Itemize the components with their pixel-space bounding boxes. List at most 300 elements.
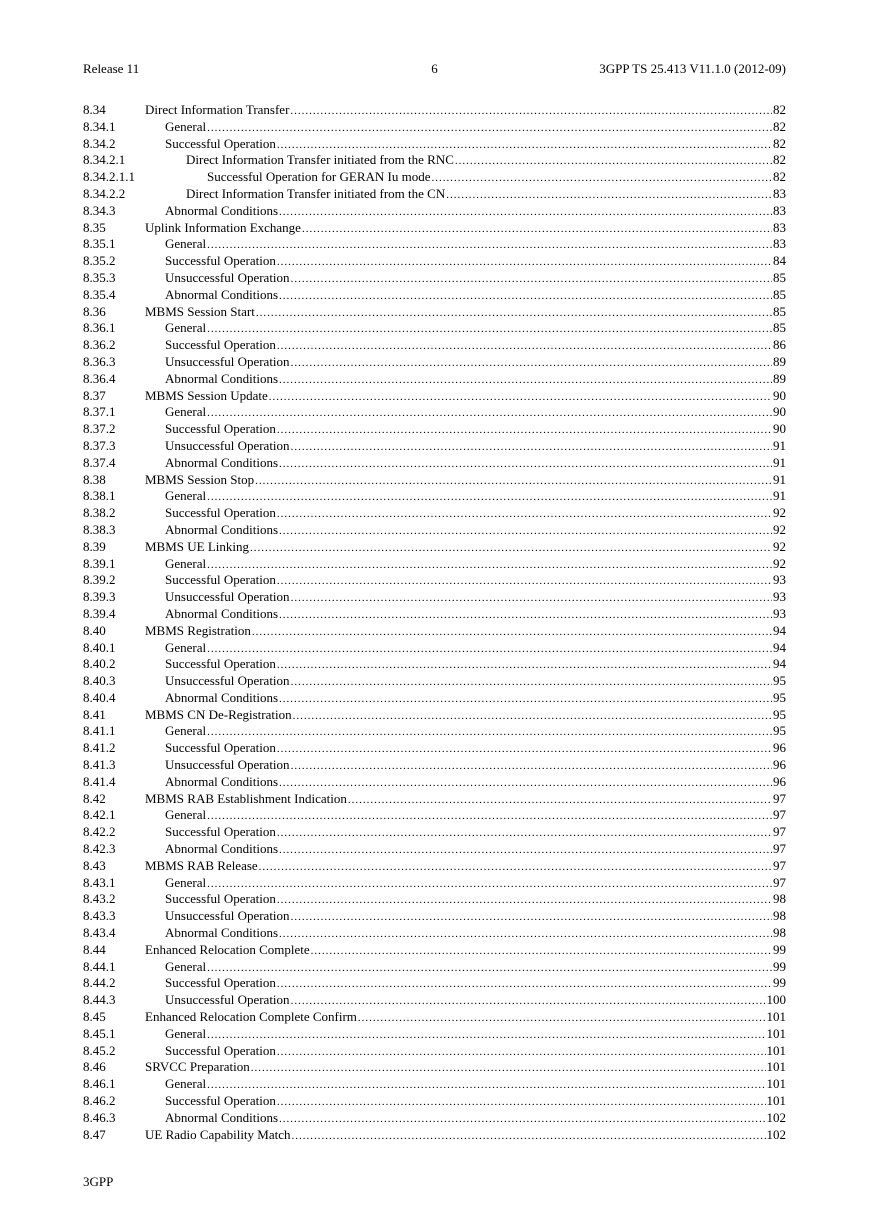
toc-entry[interactable] (83, 975, 786, 992)
dot-leader (279, 1111, 765, 1128)
toc-entry[interactable] (83, 656, 786, 673)
toc-entry-page: 101 (766, 1042, 786, 1058)
dot-leader (455, 153, 772, 170)
toc-entry-number: 8.41.3 (83, 757, 116, 773)
dot-leader (207, 321, 772, 338)
toc-entry-page: 89 (773, 353, 786, 369)
dot-leader (277, 422, 772, 439)
toc-entry-page: 86 (773, 337, 786, 353)
toc-entry[interactable] (83, 102, 786, 119)
toc-entry-page: 82 (773, 169, 786, 185)
toc-entry[interactable] (83, 320, 786, 337)
toc-entry-number: 8.36.2 (83, 337, 116, 353)
toc-entry[interactable] (83, 572, 786, 589)
toc-entry[interactable] (83, 992, 786, 1009)
toc-entry[interactable] (83, 925, 786, 942)
toc-entry-number: 8.44.1 (83, 958, 116, 974)
toc-entry-page: 85 (773, 269, 786, 285)
toc-entry-body (165, 253, 786, 271)
toc-entry-title: Successful Operation (165, 253, 276, 269)
toc-entry-page: 92 (773, 521, 786, 537)
dot-leader (279, 691, 772, 708)
toc-entry-number: 8.42.1 (83, 807, 116, 823)
dot-leader (291, 590, 772, 607)
toc-entry-body (165, 287, 786, 305)
toc-entry-page: 98 (773, 908, 786, 924)
toc-entry-title: Direct Information Transfer initiated from the CN (186, 185, 446, 201)
toc-entry[interactable] (83, 304, 786, 321)
toc-entry-title: MBMS CN De-Registration (145, 706, 292, 722)
toc-entry[interactable] (83, 1059, 786, 1076)
toc-entry-page: 92 (773, 538, 786, 554)
toc-entry-number: 8.37.3 (83, 437, 116, 453)
toc-entry-page: 94 (773, 639, 786, 655)
toc-entry-number: 8.40.2 (83, 656, 116, 672)
table-of-contents (83, 102, 786, 1143)
toc-entry-title: UE Radio Capability Match (145, 1126, 291, 1142)
dot-leader (207, 641, 772, 658)
footer-org: 3GPP (83, 1174, 114, 1189)
toc-entry-page: 100 (766, 992, 786, 1008)
toc-entry-body (165, 606, 786, 624)
toc-entry-number: 8.39 (83, 538, 106, 554)
toc-entry[interactable] (83, 371, 786, 388)
toc-entry-page: 102 (766, 1126, 786, 1142)
toc-entry-title: General (165, 807, 207, 823)
toc-entry-title: General (165, 874, 207, 890)
toc-entry-number: 8.35.2 (83, 253, 116, 269)
toc-entry[interactable] (83, 1110, 786, 1127)
toc-entry[interactable] (83, 858, 786, 875)
toc-entry[interactable] (83, 757, 786, 774)
toc-entry-number: 8.38.3 (83, 521, 116, 537)
toc-entry-page: 99 (773, 958, 786, 974)
toc-entry[interactable] (83, 505, 786, 522)
dot-leader (207, 960, 772, 977)
toc-entry-number: 8.37.1 (83, 404, 116, 420)
toc-entry-number: 8.42.3 (83, 841, 116, 857)
toc-entry[interactable] (83, 337, 786, 354)
dot-leader (277, 1094, 766, 1111)
toc-entry-body (145, 1059, 786, 1077)
toc-entry-number: 8.46.3 (83, 1109, 116, 1125)
toc-entry-body (165, 723, 786, 741)
toc-entry-title: Enhanced Relocation Complete Confirm (145, 1009, 357, 1025)
toc-entry-number: 8.37.4 (83, 454, 116, 470)
toc-entry[interactable] (83, 606, 786, 623)
toc-entry-title: Abnormal Conditions (165, 202, 279, 218)
toc-entry-page: 95 (773, 673, 786, 689)
toc-entry-number: 8.47 (83, 1126, 106, 1142)
toc-entry-page: 101 (766, 1093, 786, 1109)
toc-entry-title: MBMS Session Stop (145, 471, 255, 487)
toc-entry-body (165, 690, 786, 708)
toc-entry-body (165, 337, 786, 355)
toc-entry-title: Abnormal Conditions (165, 841, 279, 857)
toc-entry-title: Successful Operation (165, 1093, 276, 1109)
toc-entry-body (165, 421, 786, 439)
toc-entry-number: 8.36.1 (83, 320, 116, 336)
toc-entry-body (165, 455, 786, 473)
toc-entry-number: 8.40.4 (83, 689, 116, 705)
toc-entry-body (165, 824, 786, 842)
toc-entry[interactable] (83, 942, 786, 959)
toc-entry-body (145, 1009, 786, 1027)
toc-entry[interactable] (83, 673, 786, 690)
toc-entry-title: Successful Operation (165, 505, 276, 521)
dot-leader (252, 624, 772, 641)
toc-entry-body (186, 186, 786, 204)
toc-entry[interactable] (83, 203, 786, 220)
toc-entry-body (145, 102, 786, 120)
toc-entry-body (145, 623, 786, 641)
toc-entry-body (165, 320, 786, 338)
toc-entry-body (165, 270, 786, 288)
toc-entry-number: 8.36.3 (83, 353, 116, 369)
toc-entry-body (145, 1127, 786, 1145)
dot-leader (277, 976, 772, 993)
toc-entry-page: 82 (773, 102, 786, 117)
toc-entry-body (165, 807, 786, 825)
toc-entry[interactable] (83, 1127, 786, 1144)
toc-entry-page: 93 (773, 589, 786, 605)
toc-entry-body (186, 152, 786, 170)
toc-entry-number: 8.40.3 (83, 673, 116, 689)
dot-leader (207, 808, 772, 825)
toc-entry-body (165, 354, 786, 372)
toc-entry-page: 95 (773, 706, 786, 722)
toc-entry-title: General (165, 639, 207, 655)
toc-entry[interactable] (83, 623, 786, 640)
dot-leader (358, 1010, 766, 1027)
toc-entry[interactable] (83, 287, 786, 304)
toc-entry[interactable] (83, 488, 786, 505)
toc-entry[interactable] (83, 824, 786, 841)
toc-entry-title: Successful Operation (165, 975, 276, 991)
dot-leader (277, 573, 772, 590)
toc-entry-title: MBMS Registration (145, 622, 251, 638)
toc-entry-number: 8.34.2.1 (83, 152, 126, 168)
dot-leader (269, 389, 772, 406)
toc-entry-page: 101 (766, 1076, 786, 1092)
dot-leader (251, 1060, 766, 1077)
toc-entry-number: 8.43.4 (83, 925, 116, 941)
toc-entry-title: MBMS UE Linking (145, 538, 250, 554)
toc-entry-page: 102 (766, 1109, 786, 1125)
toc-entry-number: 8.46.1 (83, 1076, 116, 1092)
toc-entry[interactable] (83, 354, 786, 371)
toc-entry-number: 8.43.2 (83, 891, 116, 907)
toc-entry-page: 82 (773, 135, 786, 151)
dot-leader (291, 993, 766, 1010)
toc-entry-page: 82 (773, 118, 786, 134)
toc-entry[interactable] (83, 169, 786, 186)
toc-entry-number: 8.44.3 (83, 992, 116, 1008)
toc-entry-page: 93 (773, 605, 786, 621)
toc-entry-page: 97 (773, 874, 786, 890)
toc-entry-page: 83 (773, 236, 786, 252)
toc-entry-page: 98 (773, 891, 786, 907)
toc-entry-page: 83 (773, 185, 786, 201)
toc-entry-title: Unsuccessful Operation (165, 673, 290, 689)
toc-entry-page: 99 (773, 975, 786, 991)
toc-entry-title: General (165, 320, 207, 336)
toc-entry[interactable] (83, 270, 786, 287)
dot-leader (431, 170, 772, 187)
dot-leader (348, 792, 772, 809)
toc-entry[interactable] (83, 1026, 786, 1043)
toc-entry-body (165, 975, 786, 993)
dot-leader (293, 708, 772, 725)
toc-entry-title: Successful Operation (165, 824, 276, 840)
toc-entry[interactable] (83, 589, 786, 606)
toc-entry-body (165, 203, 786, 221)
toc-entry-number: 8.38 (83, 471, 106, 487)
toc-entry[interactable] (83, 1009, 786, 1026)
toc-entry-page: 96 (773, 757, 786, 773)
dot-leader (279, 775, 772, 792)
toc-entry[interactable] (83, 438, 786, 455)
dot-leader (292, 1128, 766, 1145)
dot-leader (302, 221, 772, 238)
toc-entry-body (145, 707, 786, 725)
toc-entry-page: 85 (773, 320, 786, 336)
toc-entry-title: Successful Operation for GERAN Iu mode (207, 169, 431, 185)
toc-entry-title: General (165, 958, 207, 974)
toc-entry-title: Abnormal Conditions (165, 689, 279, 705)
toc-entry-title: Successful Operation (165, 337, 276, 353)
dot-leader (207, 876, 772, 893)
toc-entry-page: 94 (773, 622, 786, 638)
toc-entry-title: Unsuccessful Operation (165, 908, 290, 924)
toc-entry[interactable] (83, 1076, 786, 1093)
dot-leader (207, 237, 772, 254)
toc-entry-title: General (165, 236, 207, 252)
toc-entry-number: 8.39.3 (83, 589, 116, 605)
toc-entry[interactable] (83, 186, 786, 203)
toc-entry[interactable] (83, 152, 786, 169)
toc-entry-body (207, 169, 786, 187)
toc-entry-body (145, 472, 786, 490)
toc-entry-body (165, 236, 786, 254)
toc-entry-page: 91 (773, 471, 786, 487)
toc-entry-title: Abnormal Conditions (165, 1109, 279, 1125)
toc-entry-title: General (165, 488, 207, 504)
toc-entry-body (165, 757, 786, 775)
toc-entry[interactable] (83, 841, 786, 858)
toc-entry-number: 8.34.3 (83, 202, 116, 218)
toc-entry[interactable] (83, 522, 786, 539)
toc-entry[interactable] (83, 891, 786, 908)
toc-entry-number: 8.40.1 (83, 639, 116, 655)
dot-leader (207, 405, 772, 422)
toc-entry-number: 8.43.1 (83, 874, 116, 890)
toc-entry-number: 8.36 (83, 303, 106, 319)
toc-entry-body (165, 891, 786, 909)
toc-entry-body (165, 908, 786, 926)
toc-entry-body (165, 740, 786, 758)
toc-entry[interactable] (83, 539, 786, 556)
toc-entry-number: 8.42.2 (83, 824, 116, 840)
toc-entry-number: 8.36.4 (83, 370, 116, 386)
dot-leader (291, 674, 772, 691)
toc-entry-title: General (165, 404, 207, 420)
dot-leader (277, 506, 772, 523)
toc-entry-body (145, 791, 786, 809)
toc-entry-page: 92 (773, 505, 786, 521)
toc-entry-number: 8.39.2 (83, 572, 116, 588)
toc-entry[interactable] (83, 774, 786, 791)
toc-entry[interactable] (83, 472, 786, 489)
toc-entry-number: 8.37 (83, 387, 106, 403)
toc-entry[interactable] (83, 421, 786, 438)
toc-entry-title: Unsuccessful Operation (165, 589, 290, 605)
toc-entry[interactable] (83, 404, 786, 421)
dot-leader (255, 473, 772, 490)
dot-leader (311, 943, 772, 960)
toc-entry[interactable] (83, 119, 786, 136)
toc-entry-title: SRVCC Preparation (145, 1059, 250, 1075)
toc-entry[interactable] (83, 740, 786, 757)
toc-entry-body (145, 539, 786, 557)
toc-entry-title: Direct Information Transfer (145, 102, 290, 117)
toc-entry-title: Uplink Information Exchange (145, 219, 301, 235)
toc-entry-number: 8.43 (83, 857, 106, 873)
page-number: 6 (431, 61, 438, 76)
dot-leader (277, 825, 772, 842)
toc-entry-body (165, 673, 786, 691)
dot-leader (291, 439, 772, 456)
toc-entry-title: Unsuccessful Operation (165, 757, 290, 773)
dot-leader (277, 338, 772, 355)
dot-leader (277, 657, 772, 674)
toc-entry-body (165, 992, 786, 1010)
toc-entry[interactable] (83, 723, 786, 740)
toc-entry-page: 97 (773, 857, 786, 873)
toc-entry[interactable] (83, 875, 786, 892)
release-label: Release 11 (83, 61, 140, 76)
toc-entry-page: 97 (773, 841, 786, 857)
toc-entry[interactable] (83, 236, 786, 253)
toc-entry-number: 8.38.2 (83, 505, 116, 521)
toc-entry-body (165, 119, 786, 137)
toc-entry-body (145, 220, 786, 238)
toc-entry[interactable] (83, 556, 786, 573)
toc-entry-title: Successful Operation (165, 656, 276, 672)
toc-entry-body (165, 522, 786, 540)
toc-entry[interactable] (83, 1093, 786, 1110)
toc-entry-page: 101 (766, 1009, 786, 1025)
toc-entry-title: Successful Operation (165, 740, 276, 756)
toc-entry-page: 93 (773, 572, 786, 588)
toc-entry-body (165, 925, 786, 943)
dot-leader (291, 355, 772, 372)
toc-entry-page: 89 (773, 370, 786, 386)
toc-entry[interactable] (83, 791, 786, 808)
toc-entry-page: 84 (773, 253, 786, 269)
toc-entry[interactable] (83, 455, 786, 472)
toc-entry-title: General (165, 555, 207, 571)
toc-entry-page: 94 (773, 656, 786, 672)
toc-entry-number: 8.35.1 (83, 236, 116, 252)
toc-entry-body (165, 505, 786, 523)
dot-leader (291, 758, 772, 775)
dot-leader (279, 372, 772, 389)
toc-entry[interactable] (83, 690, 786, 707)
dot-leader (207, 724, 772, 741)
toc-entry-page: 96 (773, 773, 786, 789)
toc-entry[interactable] (83, 388, 786, 405)
toc-entry-body (165, 404, 786, 422)
toc-entry-body (165, 774, 786, 792)
toc-entry-page: 92 (773, 555, 786, 571)
toc-entry[interactable] (83, 1043, 786, 1060)
toc-entry-number: 8.46.2 (83, 1093, 116, 1109)
toc-entry-number: 8.41.4 (83, 773, 116, 789)
toc-entry-number: 8.44 (83, 941, 106, 957)
toc-entry-body (165, 1043, 786, 1061)
toc-entry[interactable] (83, 807, 786, 824)
toc-entry-body (165, 1076, 786, 1094)
dot-leader (279, 288, 772, 305)
toc-entry-number: 8.37.2 (83, 421, 116, 437)
dot-leader (279, 523, 772, 540)
toc-entry-title: Abnormal Conditions (165, 454, 279, 470)
toc-entry[interactable] (83, 707, 786, 724)
toc-entry-title: Abnormal Conditions (165, 521, 279, 537)
toc-entry-title: MBMS RAB Establishment Indication (145, 790, 347, 806)
toc-entry-title: Successful Operation (165, 421, 276, 437)
toc-entry-page: 83 (773, 202, 786, 218)
toc-entry[interactable] (83, 908, 786, 925)
toc-entry[interactable] (83, 959, 786, 976)
toc-entry-body (165, 640, 786, 658)
toc-entry-title: Abnormal Conditions (165, 286, 279, 302)
toc-entry-number: 8.35 (83, 219, 106, 235)
toc-entry-title: Unsuccessful Operation (165, 992, 290, 1008)
toc-entry-body (145, 304, 786, 322)
toc-entry-number: 8.45.2 (83, 1042, 116, 1058)
dot-leader (279, 607, 772, 624)
toc-entry-body (165, 438, 786, 456)
toc-entry-body (165, 656, 786, 674)
toc-entry-body (165, 589, 786, 607)
toc-entry[interactable] (83, 136, 786, 153)
toc-entry-number: 8.44.2 (83, 975, 116, 991)
toc-entry-page: 97 (773, 790, 786, 806)
toc-entry[interactable] (83, 253, 786, 270)
toc-entry-page: 101 (766, 1059, 786, 1075)
toc-entry-title: Unsuccessful Operation (165, 269, 290, 285)
dot-leader (277, 1044, 766, 1061)
dot-leader (250, 540, 772, 557)
toc-entry-title: MBMS RAB Release (145, 857, 258, 873)
toc-entry-body (165, 875, 786, 893)
toc-entry-title: General (165, 118, 207, 134)
toc-entry-body (165, 1110, 786, 1128)
toc-entry-title: MBMS Session Update (145, 387, 268, 403)
toc-entry-page: 98 (773, 925, 786, 941)
toc-entry[interactable] (83, 220, 786, 237)
dot-leader (279, 456, 772, 473)
toc-entry-number: 8.45 (83, 1009, 106, 1025)
toc-entry-title: Direct Information Transfer initiated from the RNC (186, 152, 454, 168)
dot-leader (277, 892, 772, 909)
toc-entry-title: Abnormal Conditions (165, 605, 279, 621)
toc-entry[interactable] (83, 640, 786, 657)
toc-entry-number: 8.34.1 (83, 118, 116, 134)
toc-entry-number: 8.34.2 (83, 135, 116, 151)
